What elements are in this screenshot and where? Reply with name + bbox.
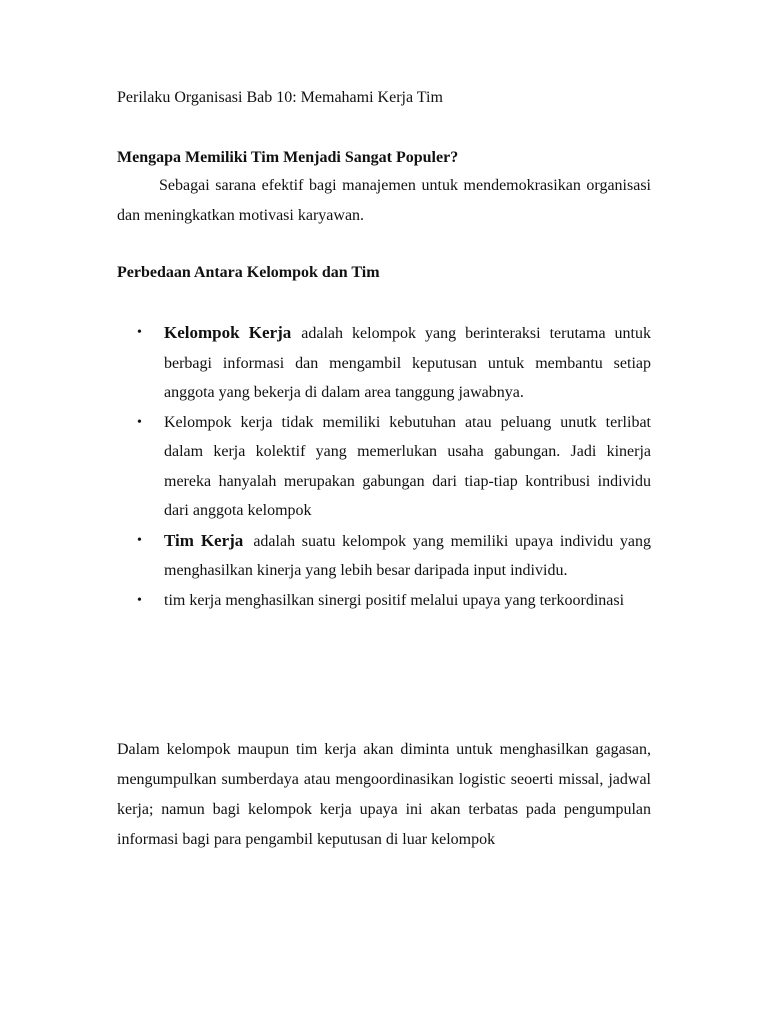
paragraph-popularity: Sebagai sarana efektif bagi manajemen untuk mendemokrasikan organisasi dan meningkatkan motivasi karyawan. xyxy=(117,177,651,224)
list-item xyxy=(117,526,651,586)
bullet-icon: • xyxy=(137,532,142,548)
bullet-icon: • xyxy=(137,414,142,430)
bullet-term: Kelompok Kerja xyxy=(164,323,292,342)
bullet-text: adalah suatu kelompok yang memiliki upaya individu yang menghasilkan kinerja yang lebih besar daripada input individu. xyxy=(164,532,651,579)
bullet-list xyxy=(117,318,651,615)
section-heading-popularity: Mengapa Memiliki Tim Menjadi Sangat Populer? xyxy=(117,149,459,166)
bullet-term: Tim Kerja xyxy=(164,530,244,550)
bullet-icon: • xyxy=(137,592,142,608)
paragraph-conclusion: Dalam kelompok maupun tim kerja akan diminta untuk menghasilkan gagasan, mengumpulkan sumberdaya atau mengoordinasikan logistic seoerti missal, jadwal kerja; namun bagi kelompok kerja upaya ini akan terbatas pada pengumpulan informasi bagi para pengambil keputusan di luar kelompok xyxy=(117,741,651,848)
bullet-text: adalah kelompok yang berinteraksi terutama untuk berbagi informasi dan mengambil keputusan untuk membantu setiap anggota yang bekerja di dalam area tanggung jawabnya. xyxy=(164,325,651,401)
list-item xyxy=(117,408,651,526)
list-item xyxy=(117,318,651,408)
document-title: Perilaku Organisasi Bab 10: Memahami Kerja Tim xyxy=(117,89,443,106)
list-item xyxy=(117,586,651,616)
bullet-text: Kelompok kerja tidak memiliki kebutuhan atau peluang unutk terlibat dalam kerja kolektif yang memerlukan usaha gabungan. Jadi kinerja mereka hanyalah merupakan gabungan dari tiap-tiap kontribusi individu dari anggota kelompok xyxy=(164,413,651,519)
bullet-text: tim kerja menghasilkan sinergi positif melalui upaya yang terkoordinasi xyxy=(164,591,625,609)
section-heading-differences: Perbedaan Antara Kelompok dan Tim xyxy=(117,264,380,281)
bullet-icon: • xyxy=(137,325,142,340)
